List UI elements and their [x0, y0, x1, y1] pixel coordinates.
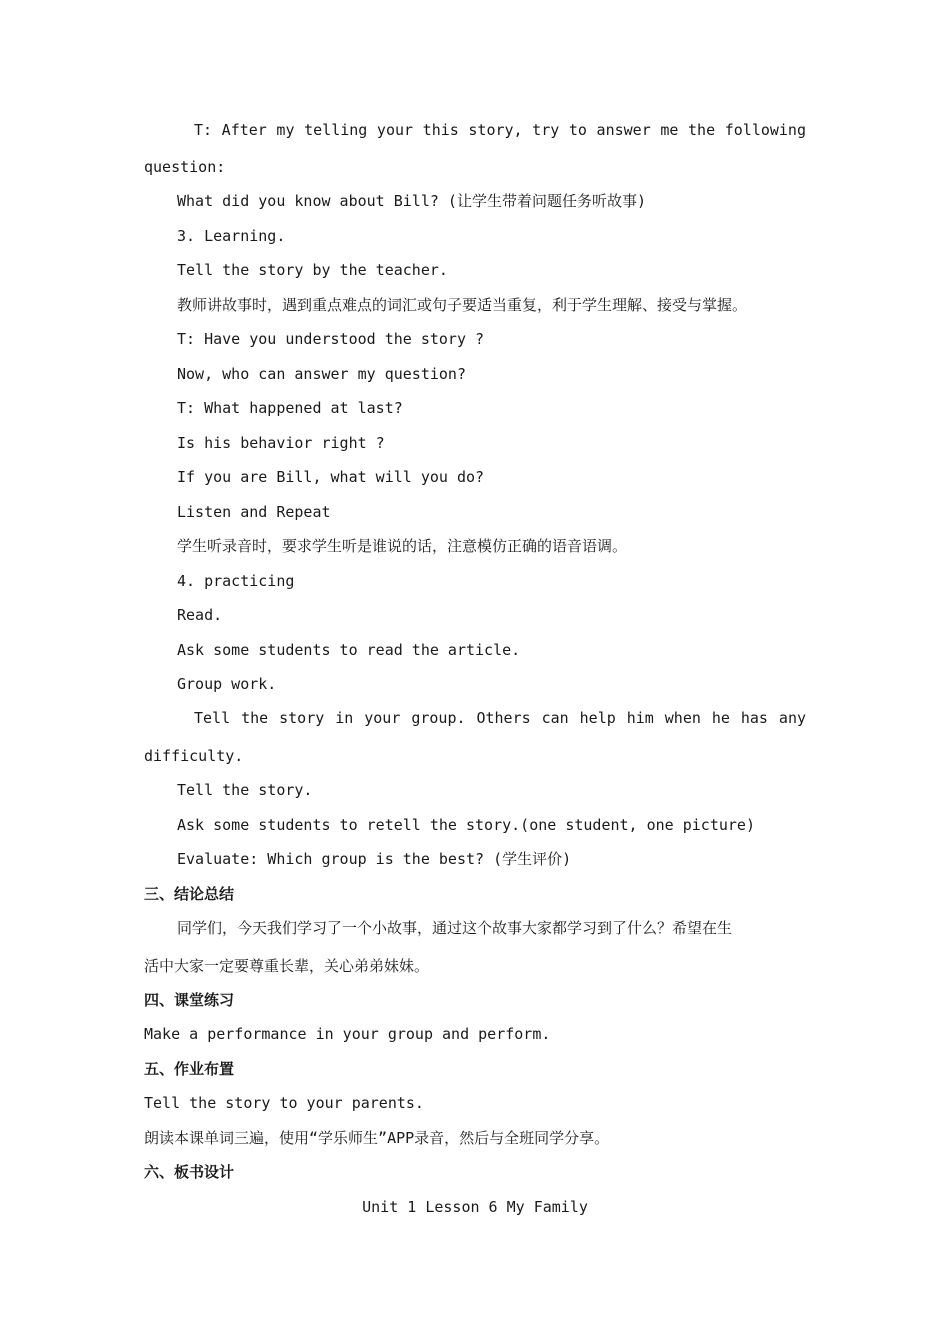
section-heading-conclusion: 三、结论总结: [144, 885, 235, 903]
text-line-listen-note: 学生听录音时，要求学生听是谁说的话，注意模仿正确的语音语调。: [177, 537, 628, 555]
section-heading-practice: 四、课堂练习: [144, 991, 235, 1009]
text-line-learning: 3. Learning.: [177, 227, 286, 245]
text-line-performance: Make a performance in your group and perform.: [144, 1025, 551, 1043]
board-title: Unit 1 Lesson 6 My Family: [362, 1198, 588, 1216]
section-heading-board: 六、板书设计: [144, 1163, 235, 1181]
section-heading-homework: 五、作业布置: [144, 1060, 235, 1078]
text-line-if-bill: If you are Bill, what will you do?: [177, 468, 485, 486]
text-line-teacher-note: 教师讲故事时，遇到重点难点的词汇或句子要适当重复，利于学生理解、接受与掌握。: [177, 296, 748, 314]
text-line-read-words: 朗读本课单词三遍，使用“学乐师生”APP录音，然后与全班同学分享。: [144, 1129, 610, 1147]
text-line-practicing: 4. practicing: [177, 572, 295, 590]
text-line-listen-repeat: Listen and Repeat: [177, 503, 331, 521]
text-line-what-happened: T: What happened at last?: [177, 399, 403, 417]
text-line-who-answer: Now, who can answer my question?: [177, 365, 466, 383]
text-line-bill-question: What did you know about Bill? (让学生带着问题任务听故事): [177, 192, 646, 210]
text-line-behavior: Is his behavior right ?: [177, 434, 385, 452]
text-line-tell-story-teacher: Tell the story by the teacher.: [177, 261, 448, 279]
text-line-question-cont: question:: [144, 158, 226, 176]
text-line-retell: Ask some students to retell the story.(one student, one picture): [177, 816, 755, 834]
text-line-evaluate: Evaluate: Which group is the best? (学生评价): [177, 850, 572, 868]
text-line-understood: T: Have you understood the story ?: [177, 330, 485, 348]
text-line-conclusion-1: 同学们，今天我们学习了一个小故事，通过这个故事大家都学习到了什么？希望在生: [177, 919, 733, 937]
text-line-group-work: Group work.: [177, 675, 277, 693]
text-line-difficulty: difficulty.: [144, 747, 244, 765]
text-line-group-story: Tell the story in your group. Others can help him when he has any: [194, 709, 806, 727]
text-line-conclusion-2: 活中大家一定要尊重长辈，关心弟弟妹妹。: [144, 957, 430, 975]
text-line-read: Read.: [177, 606, 223, 624]
text-line-read-article: Ask some students to read the article.: [177, 641, 521, 659]
text-line-tell-story: Tell the story.: [177, 781, 313, 799]
text-line-question-intro: T: After my telling your this story, try to answer me the following: [194, 121, 806, 139]
text-line-tell-parents: Tell the story to your parents.: [144, 1094, 424, 1112]
